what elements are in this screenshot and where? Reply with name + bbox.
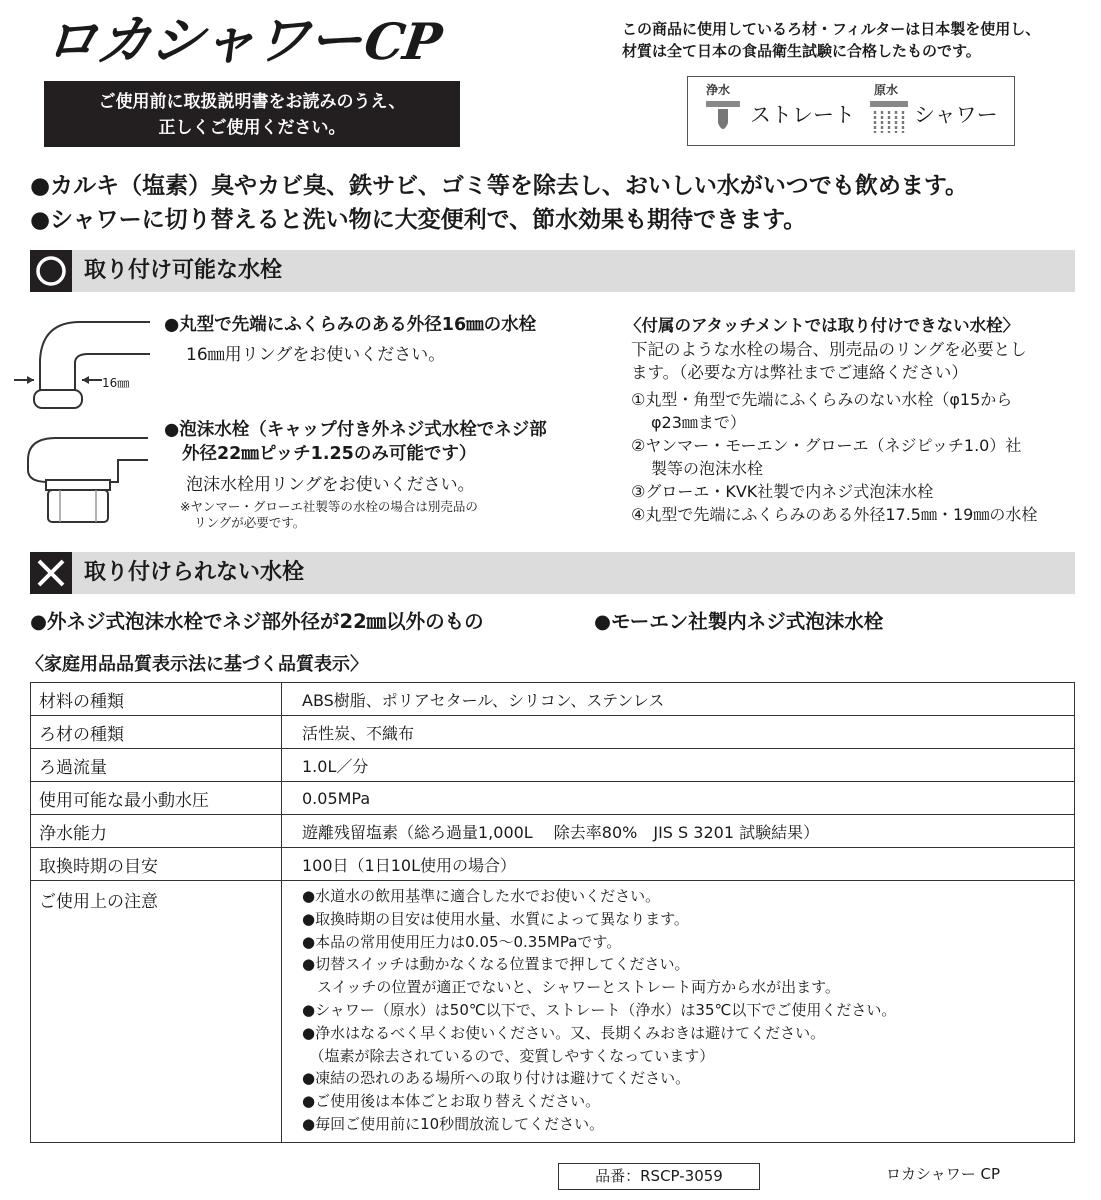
row-key: ろ材の種類 (31, 716, 282, 749)
attachment-note-title: 〈付属のアタッチメントでは取り付けできない水栓〉 (625, 316, 1020, 335)
notes-list (282, 881, 1075, 1143)
water-mode-legend (687, 76, 1015, 146)
note-item: スイッチの位置が適正でないと、シャワーとストレート両方から水が出ます。 (302, 978, 840, 997)
attachment-note-desc-2: ます。（必要な方は弊社までご連絡ください） (631, 363, 968, 382)
compatible-section-title: 取り付け可能な水栓 (84, 258, 283, 283)
aerator-faucet-title-2: 外径22㎜ピッチ1.25のみ可能です） (182, 444, 477, 464)
product-name: ロカシャワー CP (886, 1165, 1000, 1183)
row-value: 遊離残留塩素（総ろ過量1,000L 除去率80% JIS S 3201 試験結果） (282, 815, 1075, 848)
note-item: ●凍結の恐れのある場所への取り付けは避けてください。 (302, 1069, 691, 1088)
straight-flow-icon (704, 99, 742, 137)
incompatible-section-title: 取り付けられない水栓 (84, 560, 305, 585)
round-faucet-illustration (10, 310, 160, 415)
table-row (31, 749, 1075, 782)
row-key: 浄水能力 (31, 815, 282, 848)
attachment-item: ③グローエ・KVK社製で内ネジ式泡沫水栓 (631, 482, 934, 501)
round-faucet-title: ●丸型で先端にふくらみのある外径16㎜の水栓 (164, 315, 537, 335)
product-logo (39, 6, 445, 77)
round-faucet-desc: 16㎜用リングをお使いください。 (186, 345, 446, 365)
incompatible-item-2: ●モーエン社製内ネジ式泡沫水栓 (594, 610, 884, 633)
note-item: （塩素が除去されているので、変質しやすくなっています） (302, 1046, 715, 1065)
aerator-faucet-title-1: ●泡沫水栓（キャップ付き外ネジ式水栓でネジ部 (164, 420, 547, 440)
row-key: 取換時期の目安 (31, 848, 282, 881)
notes-key: ご使用上の注意 (31, 881, 282, 1143)
mode-straight-small-label: 浄水 (706, 83, 731, 97)
table-row (31, 848, 1075, 881)
origin-line-2: 材質は全て日本の食品衛生試験に合格したものです。 (622, 42, 981, 60)
note-item: ●本品の常用使用圧力は0.05〜0.35MPaです。 (302, 932, 622, 951)
table-row (31, 782, 1075, 815)
dimension-label: 16㎜ (102, 376, 130, 390)
intro-line-1: ●カルキ（塩素）臭やカビ臭、鉄サビ、ゴミ等を除去し、おいしい水がいつでも飲めます。 (30, 173, 968, 199)
row-value: 活性炭、不織布 (282, 716, 1075, 749)
mode-shower-small-label: 原水 (874, 83, 899, 97)
row-value: 100日（1日10L使用の場合） (282, 848, 1075, 881)
table-row (31, 683, 1075, 716)
aerator-faucet-illustration (18, 430, 158, 530)
incompatible-item-1: ●外ネジ式泡沫水栓でネジ部外径が22㎜以外のもの (30, 610, 484, 633)
attachment-item: ②ヤンマー・モーエン・グローエ（ネジピッチ1.0）社 (631, 436, 1022, 455)
quality-heading: 〈家庭用品品質表示法に基づく品質表示〉 (26, 654, 368, 675)
intro-line-2: ●シャワーに切り替えると洗い物に大変便利で、節水効果も期待できます。 (30, 207, 807, 233)
note-item: ●シャワー（原水）は50℃以下で、ストレート（浄水）は35℃以下でご使用ください。 (302, 1000, 897, 1019)
attachment-item: ④丸型で先端にふくらみのある外径17.5㎜・19㎜の水栓 (631, 505, 1038, 524)
attachment-item: φ23㎜まで） (651, 413, 746, 432)
row-key: ろ過流量 (31, 749, 282, 782)
mode-shower-label: シャワー (914, 103, 998, 127)
attachment-item: 製等の泡沫水栓 (651, 459, 764, 478)
quality-table (30, 682, 1075, 1143)
row-key: 材料の種類 (31, 683, 282, 716)
note-item: ●水道水の飲用基準に適合した水でお使いください。 (302, 887, 661, 905)
note-item: ●浄水はなるべく早くお使いください。又、長期くみおきは避けてください。 (302, 1023, 826, 1042)
aerator-faucet-desc: 泡沫水栓用リングをお使いください。 (186, 475, 475, 495)
note-item: ●ご使用後は本体ごとお取り替えください。 (302, 1092, 601, 1111)
model-code: 品番：RSCP-3059 (558, 1163, 760, 1190)
table-row-notes (31, 881, 1075, 1143)
notice-line-1: ご使用前に取扱説明書をお読みのうえ、 (98, 92, 406, 112)
mode-straight-label: ストレート (750, 103, 855, 127)
table-row (31, 815, 1075, 848)
note-item: ●取換時期の目安は使用水量、水質によって異なります。 (302, 909, 689, 928)
notice-line-2: 正しくご使用ください。 (158, 118, 346, 138)
cross-ng-icon (30, 552, 72, 594)
usage-notice-box (44, 81, 460, 147)
aerator-note-2: リングが必要です。 (194, 515, 306, 530)
shower-flow-icon (868, 99, 910, 139)
row-key: 使用可能な最小動水圧 (31, 782, 282, 815)
attachment-note-block (625, 313, 1085, 526)
attachment-note-desc-1: 下記のような水栓の場合、別売品のリングを必要とし (631, 340, 1027, 359)
note-item: ●切替スイッチは動かなくなる位置まで押してください。 (302, 955, 690, 974)
origin-line-1: この商品に使用しているろ材・フィルターは日本製を使用し、 (622, 20, 1041, 38)
logo-suffix: CP (360, 12, 445, 71)
note-item: ●毎回ご使用前に10秒間放流してください。 (302, 1114, 605, 1133)
attachment-item: ①丸型・角型で先端にふくらみのない水栓（φ15から (631, 390, 1013, 409)
incompatible-section-header (30, 552, 1075, 594)
compatible-section-header (30, 250, 1075, 292)
table-row (31, 716, 1075, 749)
origin-statement (622, 18, 1092, 62)
circle-ok-icon (30, 250, 72, 292)
row-value: 1.0L／分 (282, 749, 1075, 782)
row-value: 0.05MPa (282, 782, 1075, 815)
aerator-note-1: ※ヤンマー・グローエ社製等の水栓の場合は別売品の (180, 499, 478, 514)
row-value: ABS樹脂、ポリアセタール、シリコン、ステンレス (282, 683, 1075, 716)
logo-text: ロカシャワー (39, 9, 366, 72)
